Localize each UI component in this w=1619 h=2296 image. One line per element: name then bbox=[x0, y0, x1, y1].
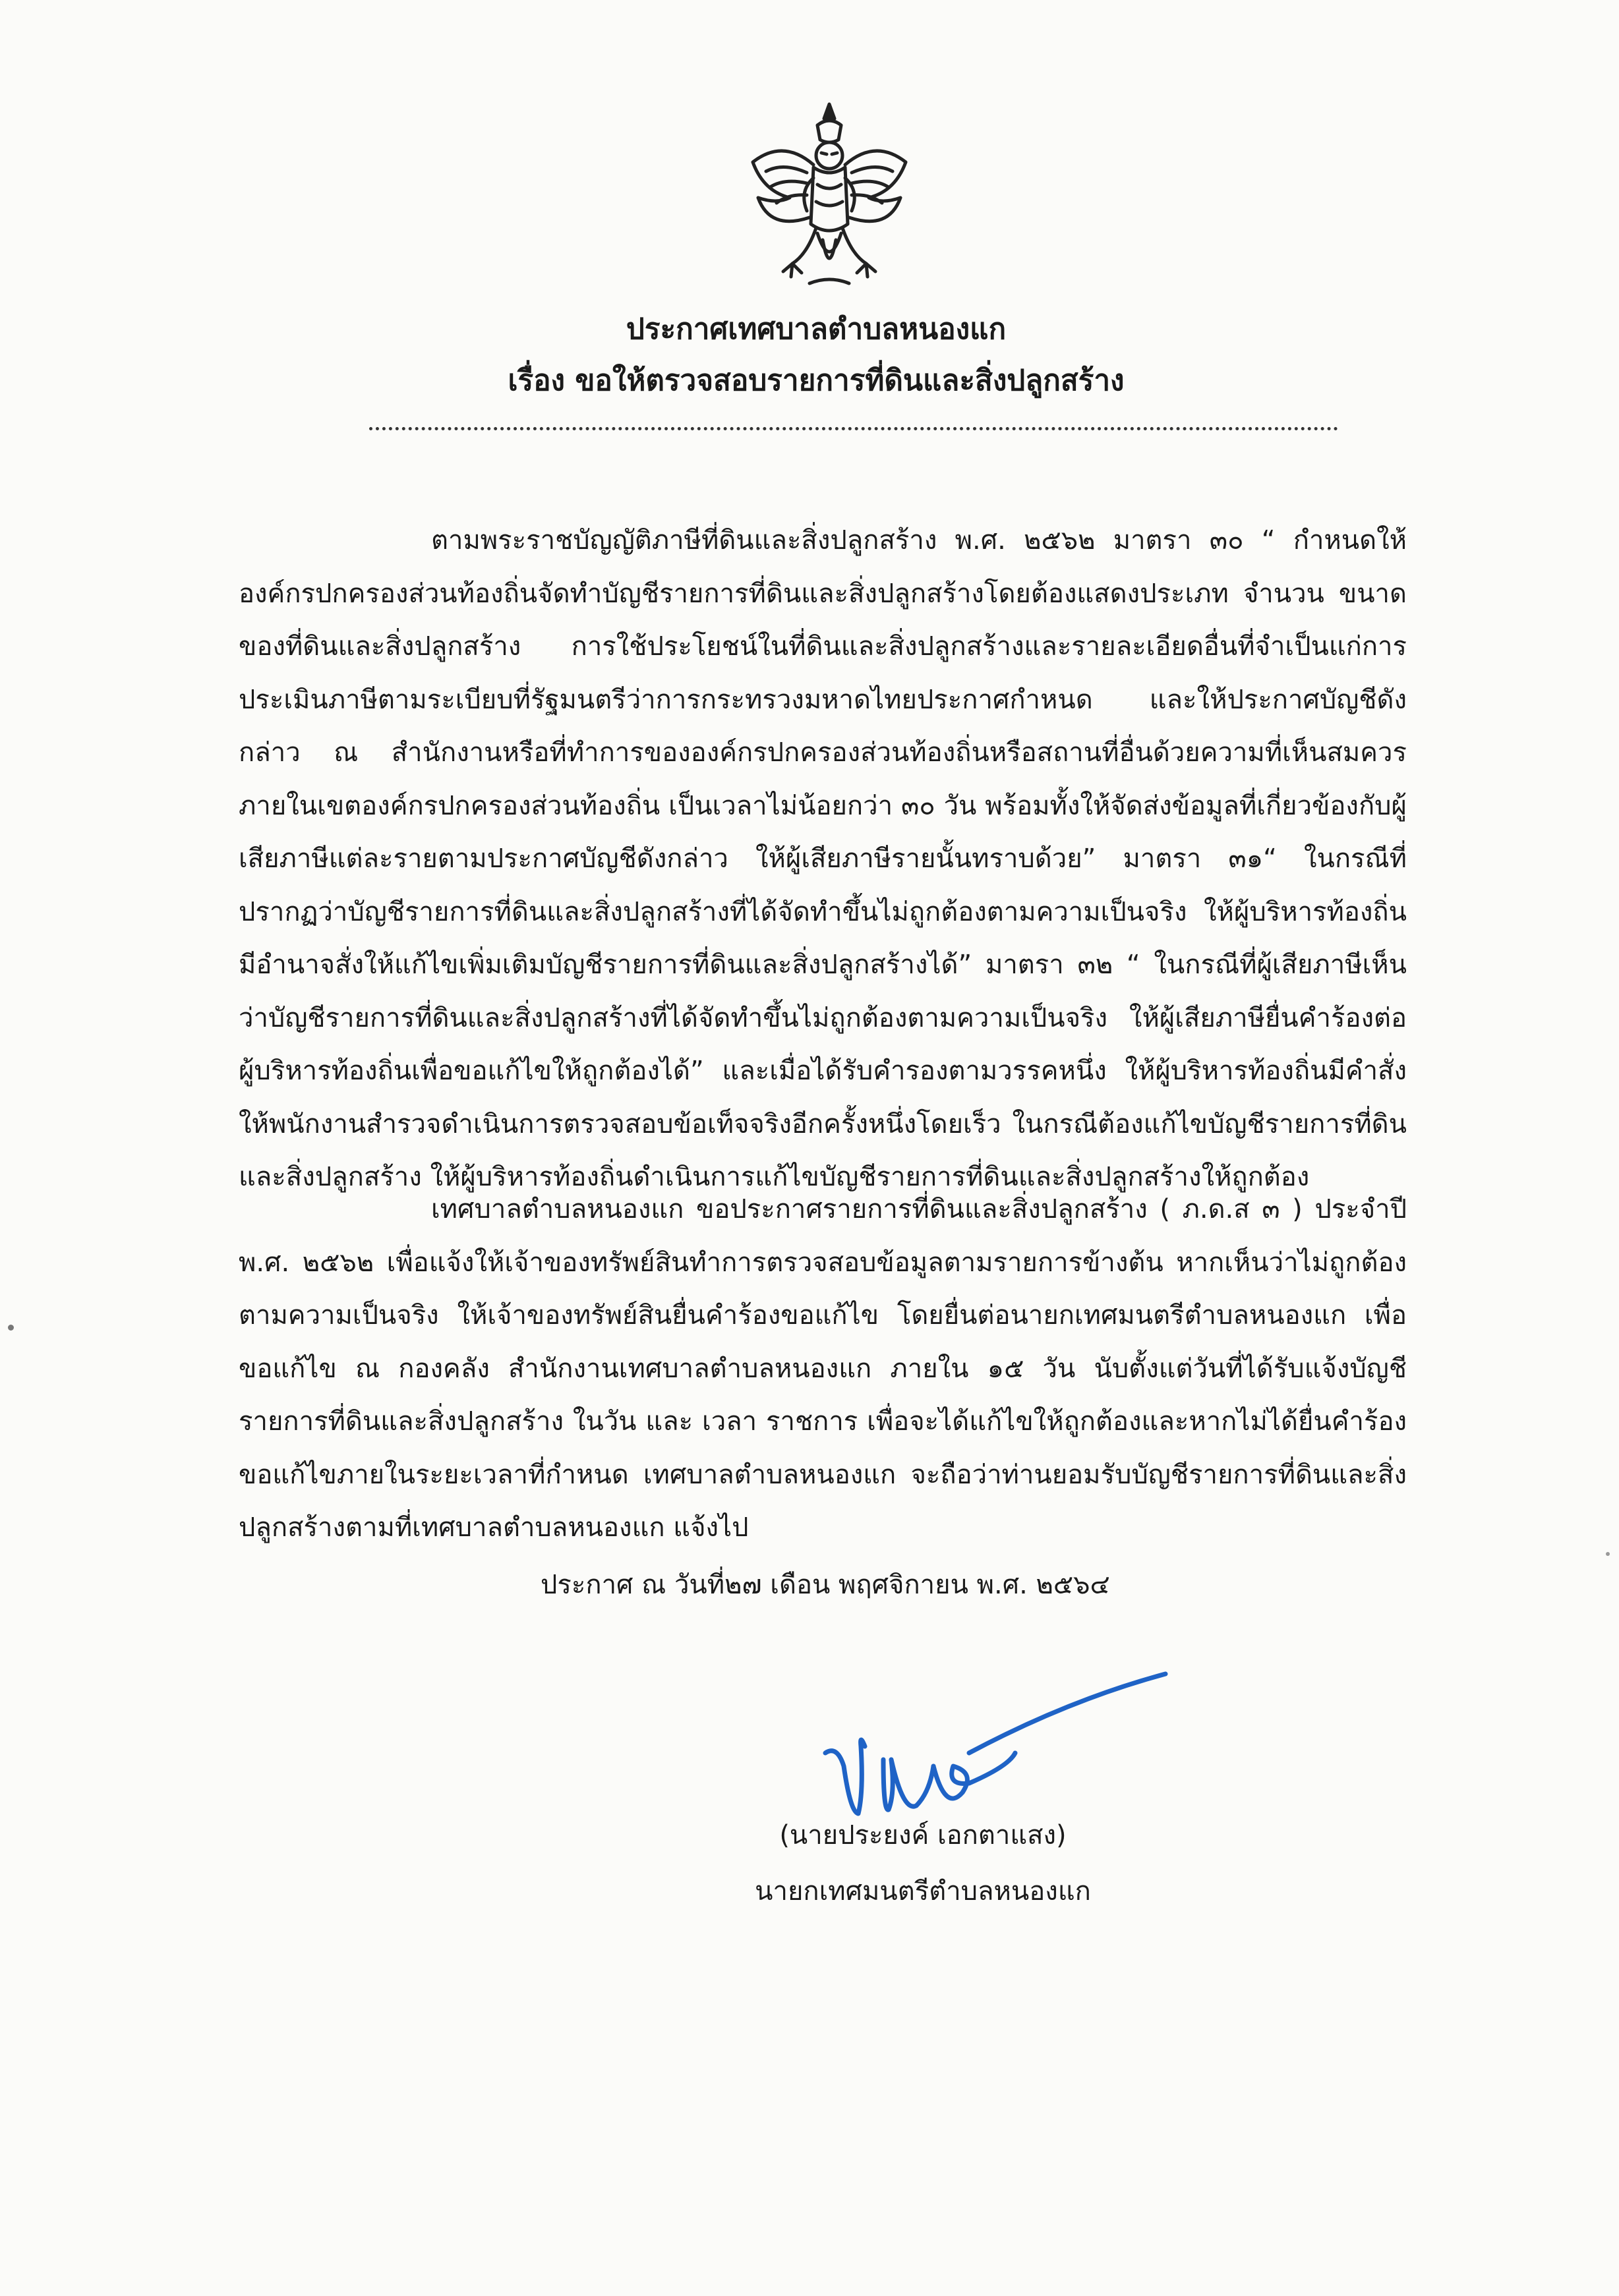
signer-position: นายกเทศมนตรีตำบลหนองแก bbox=[755, 1876, 1091, 1907]
announcement-dateline: ประกาศ ณ วันที่๒๗ เดือน พฤศจิกายน พ.ศ. ๒๕๖๔ bbox=[541, 1570, 1110, 1600]
signer-name: (นายประยงค์ เอกตาแสง) bbox=[779, 1820, 1067, 1851]
body-paragraph-1: ตามพระราชบัญญัติภาษีที่ดินและสิ่งปลูกสร้าง พ.ศ. ๒๕๖๒ มาตรา ๓๐ “ กำหนดให้องค์กรปกครองส่วนท้องถิ่นจัดทำบัญชีรายการที่ดินและสิ่งปลูกสร้างโดยต้องแสดงประเภท จำนวน ขนาดของที่ดินและสิ่งปลูกสร้าง การใช้ประโยชน์ในที่ดินและสิ่งปลูกสร้างและรายละเอียดอื่นที่จำเป็นแก่การประเมินภาษีตามระเบียบที่รัฐมนตรีว่าการกระทรวงมหาดไทยประกาศกำหนด และให้ประกาศบัญชีดังกล่าว ณ สำนักงานหรือที่ทำการขององค์กรปกครองส่วนท้องถิ่นหรือสถานที่อื่นด้วยความที่เห็นสมควร ภายในเขตองค์กรปกครองส่วนท้องถิ่น เป็นเวลาไม่น้อยกว่า ๓๐ วัน พร้อมทั้งให้จัดส่งข้อมูลที่เกี่ยวข้องกับผู้เสียภาษีแต่ละรายตามประกาศบัญชีดังกล่าว ให้ผู้เสียภาษีรายนั้นทราบด้วย” มาตรา ๓๑“ ในกรณีที่ปรากฏว่าบัญชีรายการที่ดินและสิ่งปลูกสร้างที่ได้จัดทำขึ้นไม่ถูกต้องตามความเป็นจริง ให้ผู้บริหารท้องถิ่นมีอำนาจสั่งให้แก้ไขเพิ่มเติมบัญชีรายการที่ดินและสิ่งปลูกสร้างได้” มาตรา ๓๒ “ ในกรณีที่ผู้เสียภาษีเห็นว่าบัญชีรายการที่ดินและสิ่งปลูกสร้างที่ได้จัดทำขึ้นไม่ถูกต้องตามความเป็นจริง ให้ผู้เสียภาษียื่นคำร้องต่อผู้บริหารท้องถิ่นเพื่อขอแก้ไขให้ถูกต้องได้” และเมื่อได้รับคำรองตามวรรคหนึ่ง ให้ผู้บริหารท้องถิ่นมีคำสั่งให้พนักงานสำรวจดำเนินการตรวจสอบข้อเท็จจริงอีกครั้งหนึ่งโดยเร็ว ในกรณีต้องแก้ไขบัญชีรายการที่ดินและสิ่งปลูกสร้าง ให้ผู้บริหารท้องถิ่นดำเนินการแก้ไขบัญชีรายการที่ดินและสิ่งปลูกสร้างให้ถูกต้อง bbox=[239, 525, 1407, 1192]
announcement-title: ประกาศเทศบาลตำบลหนองแก bbox=[626, 312, 1007, 346]
scan-speck bbox=[8, 1325, 14, 1331]
handwritten-signature bbox=[817, 1661, 1187, 1832]
garuda-emblem-icon bbox=[744, 99, 915, 297]
body-paragraph-2: เทศบาลตำบลหนองแก ขอประกาศรายการที่ดินและสิ่งปลูกสร้าง ( ภ.ด.ส ๓ ) ประจำปี พ.ศ. ๒๕๖๒ เพื่อแจ้งให้เจ้าของทรัพย์สินทำการตรวจสอบข้อมูลตามรายการข้างต้น หากเห็นว่าไม่ถูกต้องตามความเป็นจริง ให้เจ้าของทรัพย์สินยื่นคำร้องขอแก้ไข โดยยื่นต่อนายกเทศมนตรีตำบลหนองแก เพื่อขอแก้ไข ณ กองคลัง สำนักงานเทศบาลตำบลหนองแก ภายใน ๑๕ วัน นับตั้งแต่วันที่ได้รับแจ้งบัญชีรายการที่ดินและสิ่งปลูกสร้าง ในวัน และ เวลา ราชการ เพื่อจะได้แก้ไขให้ถูกต้องและหากไม่ได้ยื่นคำร้องขอแก้ไขภายในระยะเวลาที่กำหนด เทศบาลตำบลหนองแก จะถือว่าท่านยอมรับบัญชีรายการที่ดินและสิ่งปลูกสร้างตามที่เทศบาลตำบลหนองแก แจ้งไป bbox=[239, 1194, 1407, 1543]
scan-speck bbox=[1606, 1552, 1610, 1556]
dotted-divider bbox=[369, 427, 1338, 430]
announcement-subject: เรื่อง ขอให้ตรวจสอบรายการที่ดินและสิ่งปลูกสร้าง bbox=[508, 364, 1125, 397]
